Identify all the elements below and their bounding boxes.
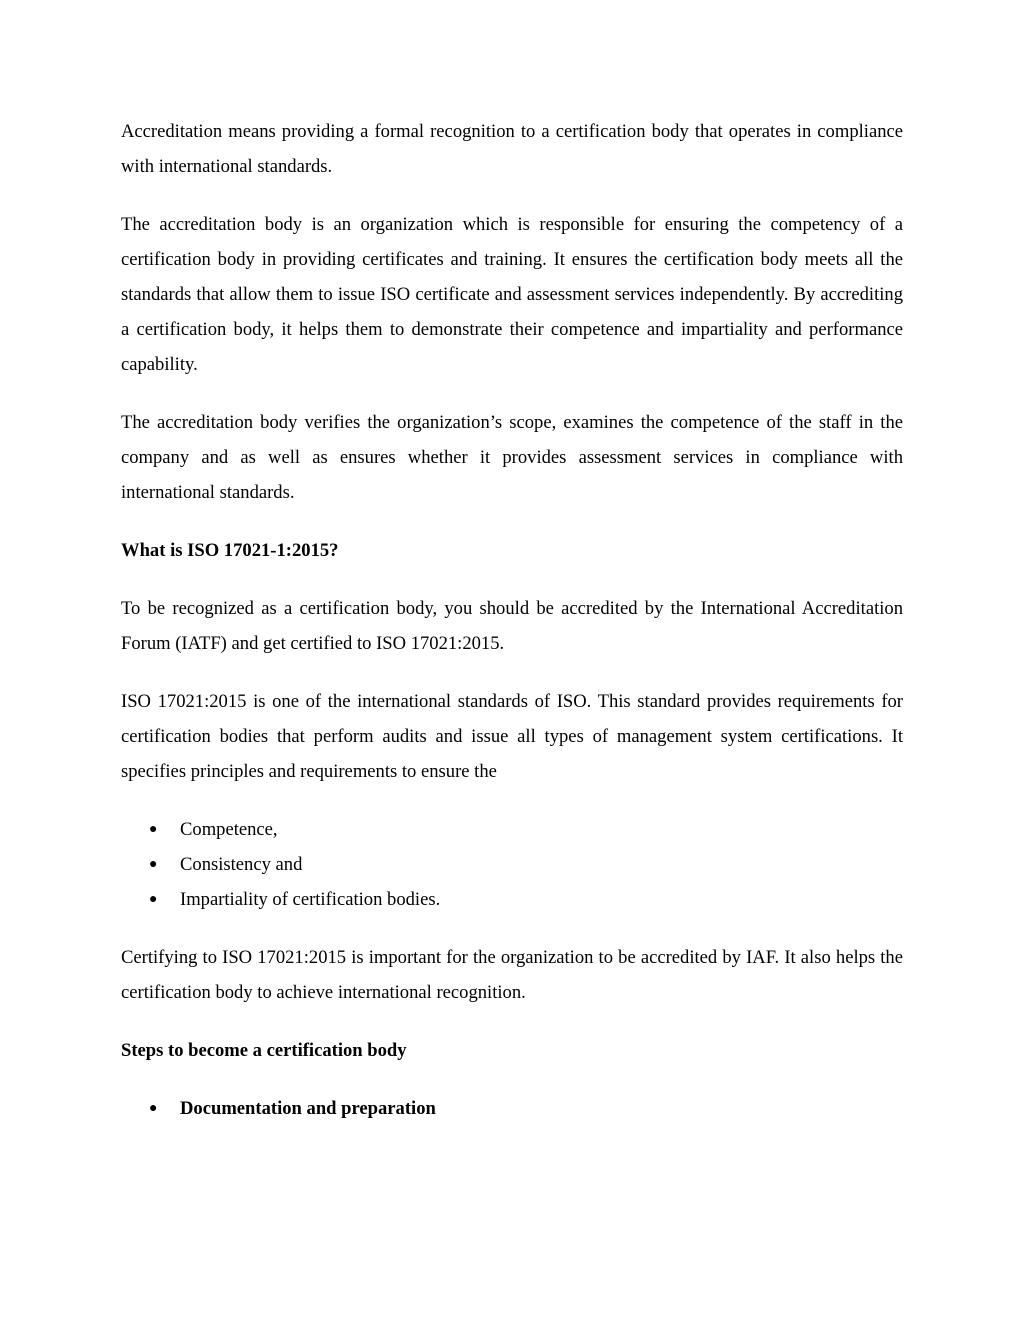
document-body bbox=[121, 114, 903, 1149]
list-item-text: Consistency and bbox=[180, 854, 303, 875]
bullet-icon: ● bbox=[149, 822, 158, 837]
list-item bbox=[121, 812, 903, 847]
steps-list bbox=[121, 1091, 903, 1126]
paragraph-iso-standard: ISO 17021:2015 is one of the international standards of ISO. This standard provides requirements for certification bodies that perform audits and issue all types of management system certifications. It specifies principles and requirements to ensure the bbox=[121, 691, 903, 782]
list-item-text: Impartiality of certification bodies. bbox=[180, 889, 441, 910]
heading-steps: Steps to become a certification body bbox=[121, 1040, 407, 1061]
paragraph-accreditation-body: The accreditation body is an organization which is responsible for ensuring the competency of a certification body in providing certificates and training. It ensures the certification body meets all the standards that allow them to issue ISO certificate and assessment services independently. By accrediting a certification body, it helps them to demonstrate their competence and impartiality and performance capability. bbox=[121, 214, 903, 375]
list-item bbox=[121, 882, 903, 917]
heading-what-is-iso: What is ISO 17021-1:2015? bbox=[121, 540, 339, 561]
list-item-text: Competence, bbox=[180, 819, 278, 840]
list-item bbox=[121, 1091, 903, 1126]
list-item-text: Documentation and preparation bbox=[180, 1098, 436, 1119]
paragraph-recognition: To be recognized as a certification body, you should be accredited by the International Accreditation Forum (IATF) and get certified to ISO 17021:2015. bbox=[121, 598, 903, 654]
principles-list bbox=[121, 812, 903, 917]
paragraph-certifying-importance: Certifying to ISO 17021:2015 is important for the organization to be accredited by IAF. It also helps the certification body to achieve international recognition. bbox=[121, 947, 903, 1003]
paragraph-accreditation-definition: Accreditation means providing a formal recognition to a certification body that operates in compliance with international standards. bbox=[121, 121, 903, 177]
paragraph-accreditation-verification: The accreditation body verifies the organization’s scope, examines the competence of the staff in the company and as well as ensures whether it provides assessment services in compliance with international standards. bbox=[121, 412, 903, 503]
bullet-icon: ● bbox=[149, 1101, 158, 1116]
bullet-icon: ● bbox=[149, 892, 158, 907]
bullet-icon: ● bbox=[149, 857, 158, 872]
list-item bbox=[121, 847, 903, 882]
